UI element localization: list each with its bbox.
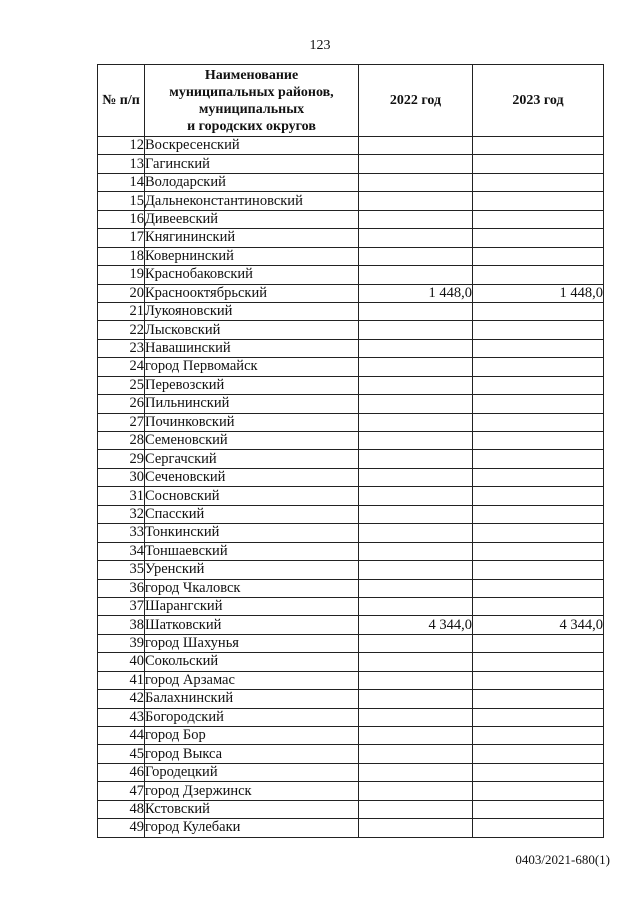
- row-number: 18: [98, 247, 145, 265]
- value-2023: [473, 210, 604, 228]
- table-header-row: [98, 65, 604, 137]
- table-row: [98, 339, 604, 357]
- district-name: Дальнеконстантиновский: [145, 192, 359, 210]
- value-2023: [473, 745, 604, 763]
- row-number: 36: [98, 579, 145, 597]
- value-2023: [473, 542, 604, 560]
- table-row: [98, 542, 604, 560]
- table-row: [98, 487, 604, 505]
- table-row: [98, 266, 604, 284]
- row-number: 15: [98, 192, 145, 210]
- header-name-line: Наименование: [204, 67, 299, 83]
- table-row: [98, 192, 604, 210]
- value-2023: [473, 302, 604, 320]
- value-2023: [473, 524, 604, 542]
- table-row: [98, 653, 604, 671]
- table-row: [98, 302, 604, 320]
- district-name: Богородский: [145, 708, 359, 726]
- value-2022: [359, 819, 473, 837]
- row-number: 44: [98, 727, 145, 745]
- table-row: [98, 173, 604, 191]
- value-2023: [473, 432, 604, 450]
- value-2022: [359, 800, 473, 818]
- value-2022: [359, 247, 473, 265]
- row-number: 34: [98, 542, 145, 560]
- table-row: [98, 137, 604, 155]
- district-name: Краснобаковский: [145, 266, 359, 284]
- district-name: Воскресенский: [145, 137, 359, 155]
- value-2023: [473, 819, 604, 837]
- value-2023: [473, 192, 604, 210]
- row-number: 46: [98, 763, 145, 781]
- table-row: [98, 358, 604, 376]
- value-2022: [359, 413, 473, 431]
- value-2023: [473, 229, 604, 247]
- district-name: Володарский: [145, 173, 359, 191]
- row-number: 26: [98, 395, 145, 413]
- value-2022: [359, 376, 473, 394]
- header-name-line: муниципальных районов,: [169, 84, 334, 100]
- district-name: Ковернинский: [145, 247, 359, 265]
- value-2023: [473, 597, 604, 615]
- value-2023: [473, 358, 604, 376]
- value-2023: [473, 487, 604, 505]
- row-number: 28: [98, 432, 145, 450]
- value-2023: [473, 321, 604, 339]
- row-number: 25: [98, 376, 145, 394]
- value-2023: [473, 395, 604, 413]
- value-2022: [359, 745, 473, 763]
- district-name: город Шахунья: [145, 634, 359, 652]
- district-name: Шарангский: [145, 597, 359, 615]
- row-number: 17: [98, 229, 145, 247]
- district-name: Тоншаевский: [145, 542, 359, 560]
- page-number: 123: [309, 38, 331, 53]
- value-2022: [359, 524, 473, 542]
- value-2022: [359, 432, 473, 450]
- table-row: [98, 634, 604, 652]
- district-name: Починковский: [145, 413, 359, 431]
- value-2022: [359, 782, 473, 800]
- value-2022: [359, 468, 473, 486]
- district-name: Кстовский: [145, 800, 359, 818]
- value-2022: [359, 561, 473, 579]
- value-2023: [473, 763, 604, 781]
- value-2023: [473, 634, 604, 652]
- value-2023: 1 448,0: [473, 284, 604, 302]
- value-2023: [473, 561, 604, 579]
- row-number: 22: [98, 321, 145, 339]
- row-number: 23: [98, 339, 145, 357]
- table-row: [98, 432, 604, 450]
- value-2023: [473, 450, 604, 468]
- value-2022: [359, 358, 473, 376]
- row-number: 43: [98, 708, 145, 726]
- row-number: 49: [98, 819, 145, 837]
- row-number: 40: [98, 653, 145, 671]
- header-name-line: муниципальных: [198, 101, 305, 117]
- district-name: Сосновский: [145, 487, 359, 505]
- row-number: 39: [98, 634, 145, 652]
- district-name: Тонкинский: [145, 524, 359, 542]
- value-2022: [359, 155, 473, 173]
- value-2022: [359, 302, 473, 320]
- table-row: [98, 450, 604, 468]
- table-row: [98, 727, 604, 745]
- district-name: город Выкса: [145, 745, 359, 763]
- value-2023: [473, 247, 604, 265]
- table-row: [98, 505, 604, 523]
- district-name: Сеченовский: [145, 468, 359, 486]
- table-row: [98, 579, 604, 597]
- value-2023: [473, 155, 604, 173]
- value-2022: [359, 727, 473, 745]
- table-row: [98, 247, 604, 265]
- value-2023: [473, 339, 604, 357]
- district-name: Княгининский: [145, 229, 359, 247]
- row-number: 24: [98, 358, 145, 376]
- district-name: Перевозский: [145, 376, 359, 394]
- district-name: Лукояновский: [145, 302, 359, 320]
- row-number: 48: [98, 800, 145, 818]
- row-number: 41: [98, 671, 145, 689]
- table-row: [98, 671, 604, 689]
- district-name: Шатковский: [145, 616, 359, 634]
- value-2023: [473, 376, 604, 394]
- value-2023: [473, 413, 604, 431]
- header-year-2022: 2022 год: [359, 65, 473, 137]
- district-name: город Дзержинск: [145, 782, 359, 800]
- row-number: 33: [98, 524, 145, 542]
- table-row: [98, 468, 604, 486]
- header-num: № п/п: [98, 65, 145, 137]
- table-row: [98, 708, 604, 726]
- row-number: 42: [98, 690, 145, 708]
- value-2023: [473, 727, 604, 745]
- value-2022: [359, 763, 473, 781]
- table-row: [98, 284, 604, 302]
- table-row: [98, 763, 604, 781]
- value-2022: [359, 339, 473, 357]
- header-year-2023: 2023 год: [473, 65, 604, 137]
- value-2022: [359, 450, 473, 468]
- value-2022: 1 448,0: [359, 284, 473, 302]
- value-2022: [359, 579, 473, 597]
- value-2022: [359, 505, 473, 523]
- district-name: город Первомайск: [145, 358, 359, 376]
- row-number: 47: [98, 782, 145, 800]
- table-row: [98, 782, 604, 800]
- value-2023: [473, 505, 604, 523]
- table-row: [98, 321, 604, 339]
- district-name: Городецкий: [145, 763, 359, 781]
- value-2023: [473, 266, 604, 284]
- value-2023: [473, 468, 604, 486]
- header-name-line: и городских округов: [187, 118, 316, 134]
- value-2023: [473, 690, 604, 708]
- district-name: Навашинский: [145, 339, 359, 357]
- district-name: Лысковский: [145, 321, 359, 339]
- value-2023: [473, 782, 604, 800]
- row-number: 19: [98, 266, 145, 284]
- table-row: [98, 395, 604, 413]
- table-row: [98, 376, 604, 394]
- table-row: [98, 413, 604, 431]
- row-number: 12: [98, 137, 145, 155]
- value-2023: [473, 173, 604, 191]
- table-row: [98, 745, 604, 763]
- district-name: Гагинский: [145, 155, 359, 173]
- district-name: Балахнинский: [145, 690, 359, 708]
- header-name: [145, 65, 359, 137]
- value-2022: [359, 653, 473, 671]
- row-number: 32: [98, 505, 145, 523]
- district-name: город Кулебаки: [145, 819, 359, 837]
- table-row: [98, 690, 604, 708]
- table-row: [98, 229, 604, 247]
- value-2023: [473, 671, 604, 689]
- row-number: 14: [98, 173, 145, 191]
- value-2022: [359, 690, 473, 708]
- municipal-table: [97, 64, 604, 838]
- value-2022: [359, 597, 473, 615]
- value-2022: [359, 173, 473, 191]
- table-row: [98, 597, 604, 615]
- value-2023: [473, 800, 604, 818]
- row-number: 29: [98, 450, 145, 468]
- row-number: 13: [98, 155, 145, 173]
- value-2023: 4 344,0: [473, 616, 604, 634]
- district-name: Дивеевский: [145, 210, 359, 228]
- value-2022: [359, 542, 473, 560]
- value-2022: [359, 487, 473, 505]
- value-2022: [359, 192, 473, 210]
- district-name: Уренский: [145, 561, 359, 579]
- table-row: [98, 155, 604, 173]
- table-row: [98, 210, 604, 228]
- value-2023: [473, 137, 604, 155]
- row-number: 31: [98, 487, 145, 505]
- value-2022: [359, 671, 473, 689]
- table-row: [98, 819, 604, 837]
- table-row: [98, 524, 604, 542]
- table-row: [98, 561, 604, 579]
- district-name: город Арзамас: [145, 671, 359, 689]
- value-2022: [359, 634, 473, 652]
- row-number: 38: [98, 616, 145, 634]
- district-name: Краснооктябрьский: [145, 284, 359, 302]
- district-name: Сергачский: [145, 450, 359, 468]
- value-2023: [473, 653, 604, 671]
- value-2022: [359, 321, 473, 339]
- row-number: 20: [98, 284, 145, 302]
- district-name: Пильнинский: [145, 395, 359, 413]
- row-number: 16: [98, 210, 145, 228]
- row-number: 27: [98, 413, 145, 431]
- value-2022: [359, 708, 473, 726]
- value-2022: [359, 210, 473, 228]
- value-2023: [473, 708, 604, 726]
- value-2023: [473, 579, 604, 597]
- district-name: город Бор: [145, 727, 359, 745]
- table-row: [98, 616, 604, 634]
- value-2022: [359, 395, 473, 413]
- district-name: Семеновский: [145, 432, 359, 450]
- district-name: Сокольский: [145, 653, 359, 671]
- row-number: 21: [98, 302, 145, 320]
- value-2022: [359, 266, 473, 284]
- row-number: 37: [98, 597, 145, 615]
- value-2022: 4 344,0: [359, 616, 473, 634]
- table-row: [98, 800, 604, 818]
- district-name: город Чкаловск: [145, 579, 359, 597]
- district-name: Спасский: [145, 505, 359, 523]
- value-2022: [359, 229, 473, 247]
- value-2022: [359, 137, 473, 155]
- row-number: 45: [98, 745, 145, 763]
- row-number: 35: [98, 561, 145, 579]
- row-number: 30: [98, 468, 145, 486]
- document-code: 0403/2021-680(1): [515, 852, 610, 867]
